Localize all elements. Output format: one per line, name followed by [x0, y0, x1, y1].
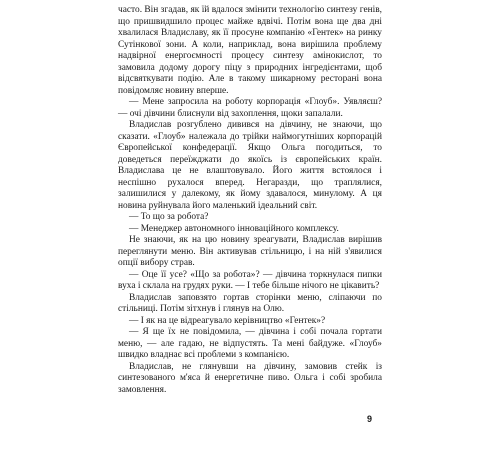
paragraph-10: — Я ще їх не повідомила, — дівчина і собі почала гортати меню, — але гадаю, не відпустять. Та мені байдуже. «Глоуб» швидко владнає всі проблеми з компанією.	[118, 327, 382, 360]
paragraph-2: — Мене запросила на роботу корпорація «Глоуб». Уявляєш? — очі дівчини блиснули від захоплення, щоки запалали.	[118, 97, 382, 119]
paragraph-4: — То що за робота?	[129, 212, 209, 222]
paragraph-6: Не знаючи, як на цю новину зреагувати, Владислав вирішив переглянути меню. Він активував стільницю, і на ній з'явилися опції вибору страв.	[118, 235, 382, 268]
paragraph-5: — Менеджер автономного інноваційного комплексу.	[129, 223, 339, 234]
body-text	[118, 5, 382, 396]
paragraph-9: — І як на це відреагувало керівництво «Гентек»?	[129, 315, 326, 326]
page-number: 9	[367, 414, 373, 424]
paragraph-7: — Оце її усе? «Що за робота»? — дівчина торкнулася пипки вуха і склала на грудях руки. — І тебе більше нічого не цікавить?	[118, 269, 382, 291]
paragraph-11: Владислав, не глянувши на дівчину, замовив стейк із синтезованого м'яса й енергетичне пиво. Ольга і собі зробила замовлення.	[118, 361, 382, 395]
paragraph-8: Владислав заповзято гортав сторінки меню, сліпаючи по стільниці. Потім зітхнув і глянув на Олю.	[118, 292, 382, 314]
paragraph-1: часто. Він згадав, як їй вдалося змінити технологію синтезу генів, що пришвидшило процес майже вдвічі. Потім вона ще два дні хвалилася Владиславу, як її просуне компанію «Гентек» на ринку Сутінкової зони. А коли, наприклад, вона вирішила проблему надвірної енергоємності процесу синтезу амінокислот, то замовила додому дорогу піцу з природних інгредієнтами, щоб відсвяткувати подію. Але в такому шикарному ресторані вона повідомляє новину вперше.	[118, 5, 382, 96]
paragraph-3: Владислав розгублено дивився на дівчину, не знаючи, що сказати. «Глоуб» належала до трійки наймогутніших корпорацій Європейської конфедерації. Якщо Ольга погодиться, то доведеться переїжджати до якоїсь із європейських країн. Владислава це не влаштовувало. Його життя встоялося і неспішно рухалося вперед. Негаразди, що траплялися, залишилися у далекому, як йому здавалося, минулому. А ця новина руйнувала його маленький ідеальний світ.	[118, 120, 382, 211]
